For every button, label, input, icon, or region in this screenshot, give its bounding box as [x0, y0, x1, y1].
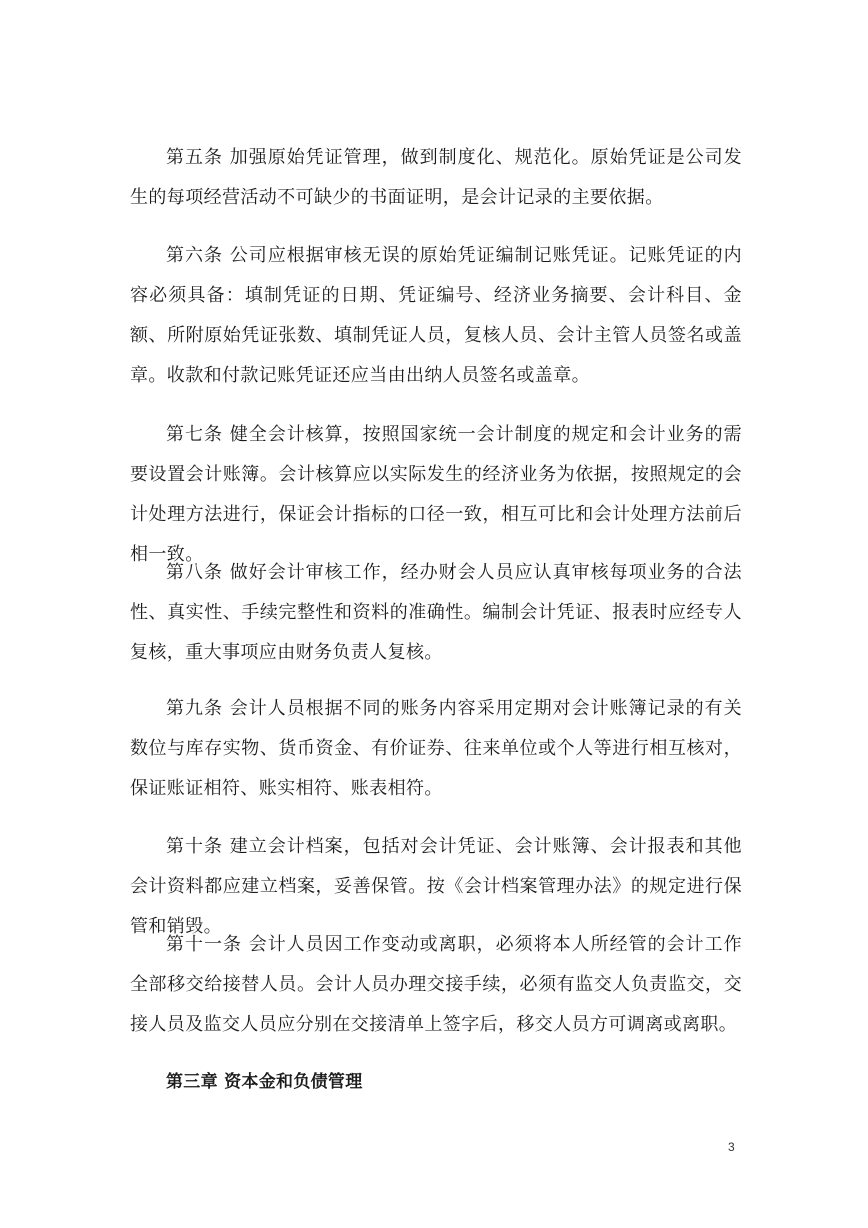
article-10-paragraph: 第十条 建立会计档案，包括对会计凭证、会计账簿、会计报表和其他会计资料都应建立档案，妥善保管。按《会计档案管理办法》的规定进行保管和销毁。: [130, 836, 742, 937]
article-9-paragraph: 第九条 会计人员根据不同的账务内容采用定期对会计账簿记录的有关数位与库存实物、货币资金、有价证券、往来单位或个人等进行相互核对，保证账证相符、账实相符、账表相符。: [130, 698, 742, 799]
article-6-paragraph: 第六条 公司应根据审核无误的原始凭证编制记账凭证。记账凭证的内容必须具备：填制凭证的日期、凭证编号、经济业务摘要、会计科目、金额、所附原始凭证张数、填制凭证人员，复核人员、会计主管人员签名或盖章。收款和付款记账凭证还应当由出纳人员签名或盖章。: [130, 245, 742, 386]
article-11-paragraph: 第十一条 会计人员因工作变动或离职，必须将本人所经管的会计工作全部移交给接替人员。会计人员办理交接手续，必须有监交人负责监交，交接人员及监交人员应分别在交接清单上签字后，移交人员方可调离或离职。: [130, 934, 742, 1035]
chapter-heading: 第三章 资本金和负债管理: [166, 1072, 363, 1092]
article-8-paragraph: 第八条 做好会计审核工作，经办财会人员应认真审核每项业务的合法性、真实性、手续完整性和资料的准确性。编制会计凭证、报表时应经专人复核，重大事项应由财务负责人复核。: [130, 562, 742, 663]
article-5-paragraph: 第五条 加强原始凭证管理，做到制度化、规范化。原始凭证是公司发生的每项经营活动不可缺少的书面证明，是会计记录的主要依据。: [130, 147, 742, 208]
page-number: 3: [728, 1140, 735, 1154]
article-7-paragraph: 第七条 健全会计核算，按照国家统一会计制度的规定和会计业务的需要设置会计账簿。会计核算应以实际发生的经济业务为依据，按照规定的会计处理方法进行，保证会计指标的口径一致，相互可比和会计处理方法前后相一致。: [130, 424, 742, 565]
